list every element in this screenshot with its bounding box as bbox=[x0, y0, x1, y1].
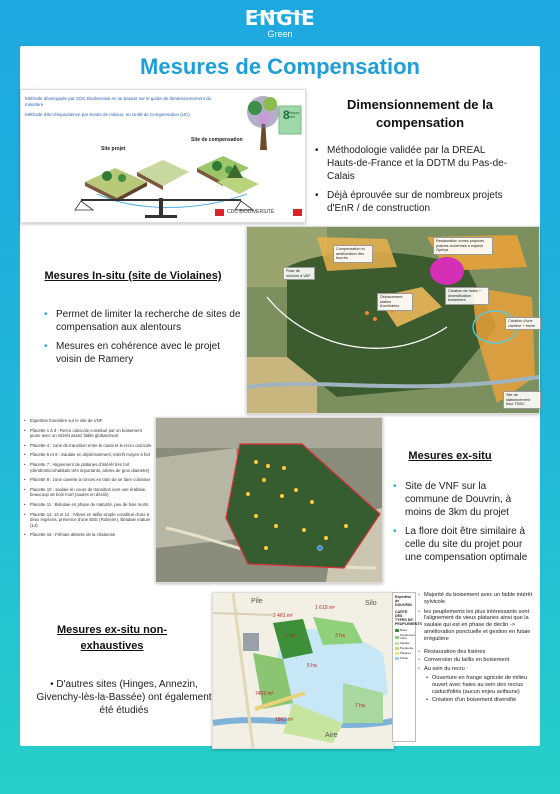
exsitu-note: • Placette 15 : Frênaie atteinte de la chalarose bbox=[24, 532, 152, 538]
balance-scale bbox=[71, 194, 251, 220]
insitu-aerial bbox=[247, 227, 539, 413]
logo-arc-icon bbox=[248, 12, 314, 28]
nonexh-map bbox=[212, 592, 394, 749]
insitu-title: Mesures In-situ (site de Violaines) bbox=[44, 270, 222, 282]
insitu-bullet: • Permet de limiter la recherche de sites de compensation aux alentours bbox=[42, 308, 242, 334]
site-compensation-label: Site de compensation bbox=[191, 137, 243, 143]
insitu-label: Restauration zones propices prairies anciennes à espèce Ophrys bbox=[433, 237, 493, 255]
legend-item bbox=[395, 652, 413, 655]
map-label: Silo bbox=[365, 600, 377, 607]
map-label: 7 ha bbox=[355, 703, 365, 709]
figure-line-2: Méthode d'ite d'équivalence par écarts de milieux, en Unité de Compensation (UC) bbox=[25, 112, 190, 117]
figure-line-1: Méthode développée par CDC Biodiversité en se basant sur le guide de dimensionnement du ministère bbox=[25, 96, 212, 107]
exsitu-aerial bbox=[156, 418, 382, 582]
cdc-logo: CDC BIODIVERSITÉ bbox=[227, 209, 275, 215]
insitu-label: Pose de nichoirs à VAF bbox=[283, 267, 315, 280]
insitu-label: Compensation et amélioration des fourrés bbox=[333, 245, 373, 263]
nonexh-note: • Ouverture en frange agricole de milieu ouvert avec haies au sein des recrus caducifoliés (aucun enjeu avifaune) bbox=[426, 674, 528, 695]
dimension-title: Dimensionnement de la compensation bbox=[347, 97, 493, 130]
exsitu-note: • Placette 5 et 9 : Saulaie en dépérissement, intérêt moyen à fort bbox=[24, 452, 152, 458]
insitu-label: Site de stationnement futur TEBC bbox=[503, 391, 541, 409]
nonexh-note: ▫ Majorité du boisement avec un faible intérêt sylvicole bbox=[418, 592, 533, 605]
exsitu-note: • Placette 11 : Bétulaie en phase de maturité, peu de bois morts bbox=[24, 502, 152, 508]
legend-label: Boisé bbox=[400, 628, 407, 632]
dimension-bullets bbox=[313, 144, 513, 221]
nonexh-body-text: D'autres sites (Hinges, Annezin, Givenchy-lès-la-Bassée) ont également été étudiés bbox=[36, 679, 212, 716]
map-label: 7402 m² bbox=[255, 691, 274, 697]
engie-logo bbox=[0, 8, 560, 39]
legend-subtitle: CARTE DES TYPES DE PEUPLEMENTS bbox=[395, 610, 422, 626]
legend-label: Saulaie bbox=[400, 641, 410, 645]
exsitu-note: • Placette 4 : zone de transition entre le canal et le recru calcicole bbox=[24, 443, 152, 449]
legend-item bbox=[395, 629, 413, 632]
legend-label: Platanes bbox=[400, 651, 411, 655]
dimension-bullet: • Déjà éprouvée sur de nombreux projets d'EnR / de construction bbox=[313, 189, 513, 215]
nonexh-note-text: Création d'un boisement diversifié bbox=[432, 697, 517, 704]
dimension-bullet: • Méthodologie validée par la DREAL Hauts-de-France et la DDTM du Pas-de-Calais bbox=[313, 144, 513, 183]
map-label: 2 ha bbox=[285, 633, 295, 639]
nonexh-note-text: Au sein du recru : bbox=[424, 666, 468, 673]
insitu-label: Création de haies + diversification boisement bbox=[445, 287, 489, 305]
exsitu-notes-list bbox=[24, 418, 152, 538]
insitu-label: Déplacement station d'orchidées bbox=[377, 293, 413, 311]
exsitu-note: • Expertise forestière sur le site de VNF bbox=[24, 418, 152, 424]
nonexh-note-text: les peuplements les plus intéressants sont l'alignement de vieux platanes ainsi que la saulaie qui est en phase de déclin -> amélioration ponctuelle et gestion en futaie irrégulière bbox=[424, 608, 531, 642]
nonexh-note: ▫ Conversion du taillis en boisement bbox=[418, 657, 510, 664]
nonexh-note-text: Ouverture en frange agricole de milieu ouvert avec haies au sein des recrus caducifoliés (aucun enjeu avifaune) bbox=[432, 674, 528, 695]
nonexh-note: • Création d'un boisement diversifié bbox=[426, 697, 517, 704]
insitu-map bbox=[246, 226, 540, 414]
nonexh-bullet-dot: • bbox=[50, 679, 57, 690]
nonexh-body bbox=[34, 678, 214, 717]
nonexh-notes bbox=[418, 592, 536, 704]
page-title: Mesures de Compensation bbox=[140, 54, 420, 79]
book-number: 8 bbox=[283, 108, 290, 122]
legend-label: Peupleraie bbox=[400, 646, 414, 650]
nonexh-note: ▫ Restauration des lisières bbox=[418, 648, 486, 655]
map-label: 2 461 m² bbox=[273, 613, 293, 619]
map-label: Aire bbox=[325, 732, 338, 739]
legend-item bbox=[395, 657, 413, 660]
insitu-label: Création d'une clairière + friche bbox=[505, 317, 541, 330]
logo-subtitle: Green bbox=[267, 29, 293, 39]
legend-label: Peuplement mixte bbox=[400, 633, 415, 640]
exsitu-bullet: • Site de VNF sur la commune de Douvrin, à moins de 3km du projet bbox=[391, 480, 531, 519]
exsitu-note: • Placette 1 à 3 : Recru calcicole constitué par un boisement jeune avec un intérêt assez faible globalement bbox=[24, 428, 152, 439]
insitu-bullets bbox=[42, 308, 242, 372]
map-legend bbox=[392, 592, 422, 742]
nonexh-note: ▫ les peuplements les plus intéressants sont l'alignement de vieux platanes ainsi que la saulaie qui est en phase de déclin -> amélioration ponctuelle et gestion en futaie irrégulière bbox=[418, 608, 531, 642]
legend-label: Prairie bbox=[400, 656, 409, 660]
legend-swatch bbox=[395, 629, 399, 632]
legend-swatch bbox=[395, 642, 399, 645]
exsitu-note: • Placette 7 : Alignement de platanes d'intérêt très fort (dendromicrohabitats très importants, arbres de gros diamètre) bbox=[24, 462, 152, 473]
legend-item bbox=[395, 647, 413, 650]
methodology-figure bbox=[20, 89, 306, 223]
map-label: 3 ha bbox=[335, 633, 345, 639]
cdc-flag bbox=[293, 209, 302, 216]
legend-title: Expertise de DOUVRIN bbox=[395, 595, 412, 607]
nonexh-note: ▫ Au sein du recru : bbox=[418, 666, 468, 673]
exsitu-note: • Placette 8 : zone ouverte à ronces en train de se faire coloniser bbox=[24, 477, 152, 483]
exsitu-note: • Placette 12, 13 et 14 : Arbres en taillis simple constitué d'une à deux espèces, présence d'une EEE (Robinier), Bétulaie mature (14) bbox=[24, 512, 152, 529]
exsitu-note: • Placette 10 : saulaie en cours de transition vers une érablaie, beaucoup de bois mort (saules en déclin) bbox=[24, 487, 152, 498]
nonexh-note-text: Majorité du boisement avec un faible intérêt sylvicole bbox=[424, 592, 533, 605]
nonexh-title: Mesures ex-situ non-exhaustives bbox=[56, 624, 168, 652]
site-projet-label: Site projet bbox=[101, 146, 126, 152]
nonexh-note-text: Restauration des lisières bbox=[424, 648, 486, 655]
nonexh-map-graphic bbox=[213, 593, 393, 748]
legend-item bbox=[395, 642, 413, 645]
book-label: étapes clés bbox=[289, 111, 300, 119]
legend-swatch bbox=[395, 647, 399, 650]
cdc-logo-mark bbox=[215, 209, 224, 216]
map-label: 1 619 m² bbox=[315, 605, 335, 611]
legend-swatch bbox=[395, 636, 399, 639]
logo-brand: ENGIE bbox=[244, 6, 316, 30]
exsitu-title: Mesures ex-situ bbox=[408, 450, 492, 462]
exsitu-bullet: • La flore doit être similaire à celle du site du projet pour une compensation optimale bbox=[391, 525, 531, 564]
legend-item bbox=[395, 634, 413, 640]
legend-swatch bbox=[395, 652, 399, 655]
nonexh-note-text: Conversion du taillis en boisement bbox=[424, 657, 510, 664]
map-label: Pile bbox=[251, 598, 263, 605]
exsitu-map bbox=[155, 417, 383, 583]
legend-swatch bbox=[395, 657, 399, 660]
exsitu-bullets bbox=[391, 480, 531, 570]
exsitu-notes bbox=[24, 418, 152, 590]
legend-items bbox=[395, 629, 413, 660]
map-label: 5 ha bbox=[307, 663, 317, 669]
insitu-bullet: • Mesures en cohérence avec le projet voisin de Ramery bbox=[42, 340, 242, 366]
map-label: 1860 m² bbox=[275, 717, 294, 723]
